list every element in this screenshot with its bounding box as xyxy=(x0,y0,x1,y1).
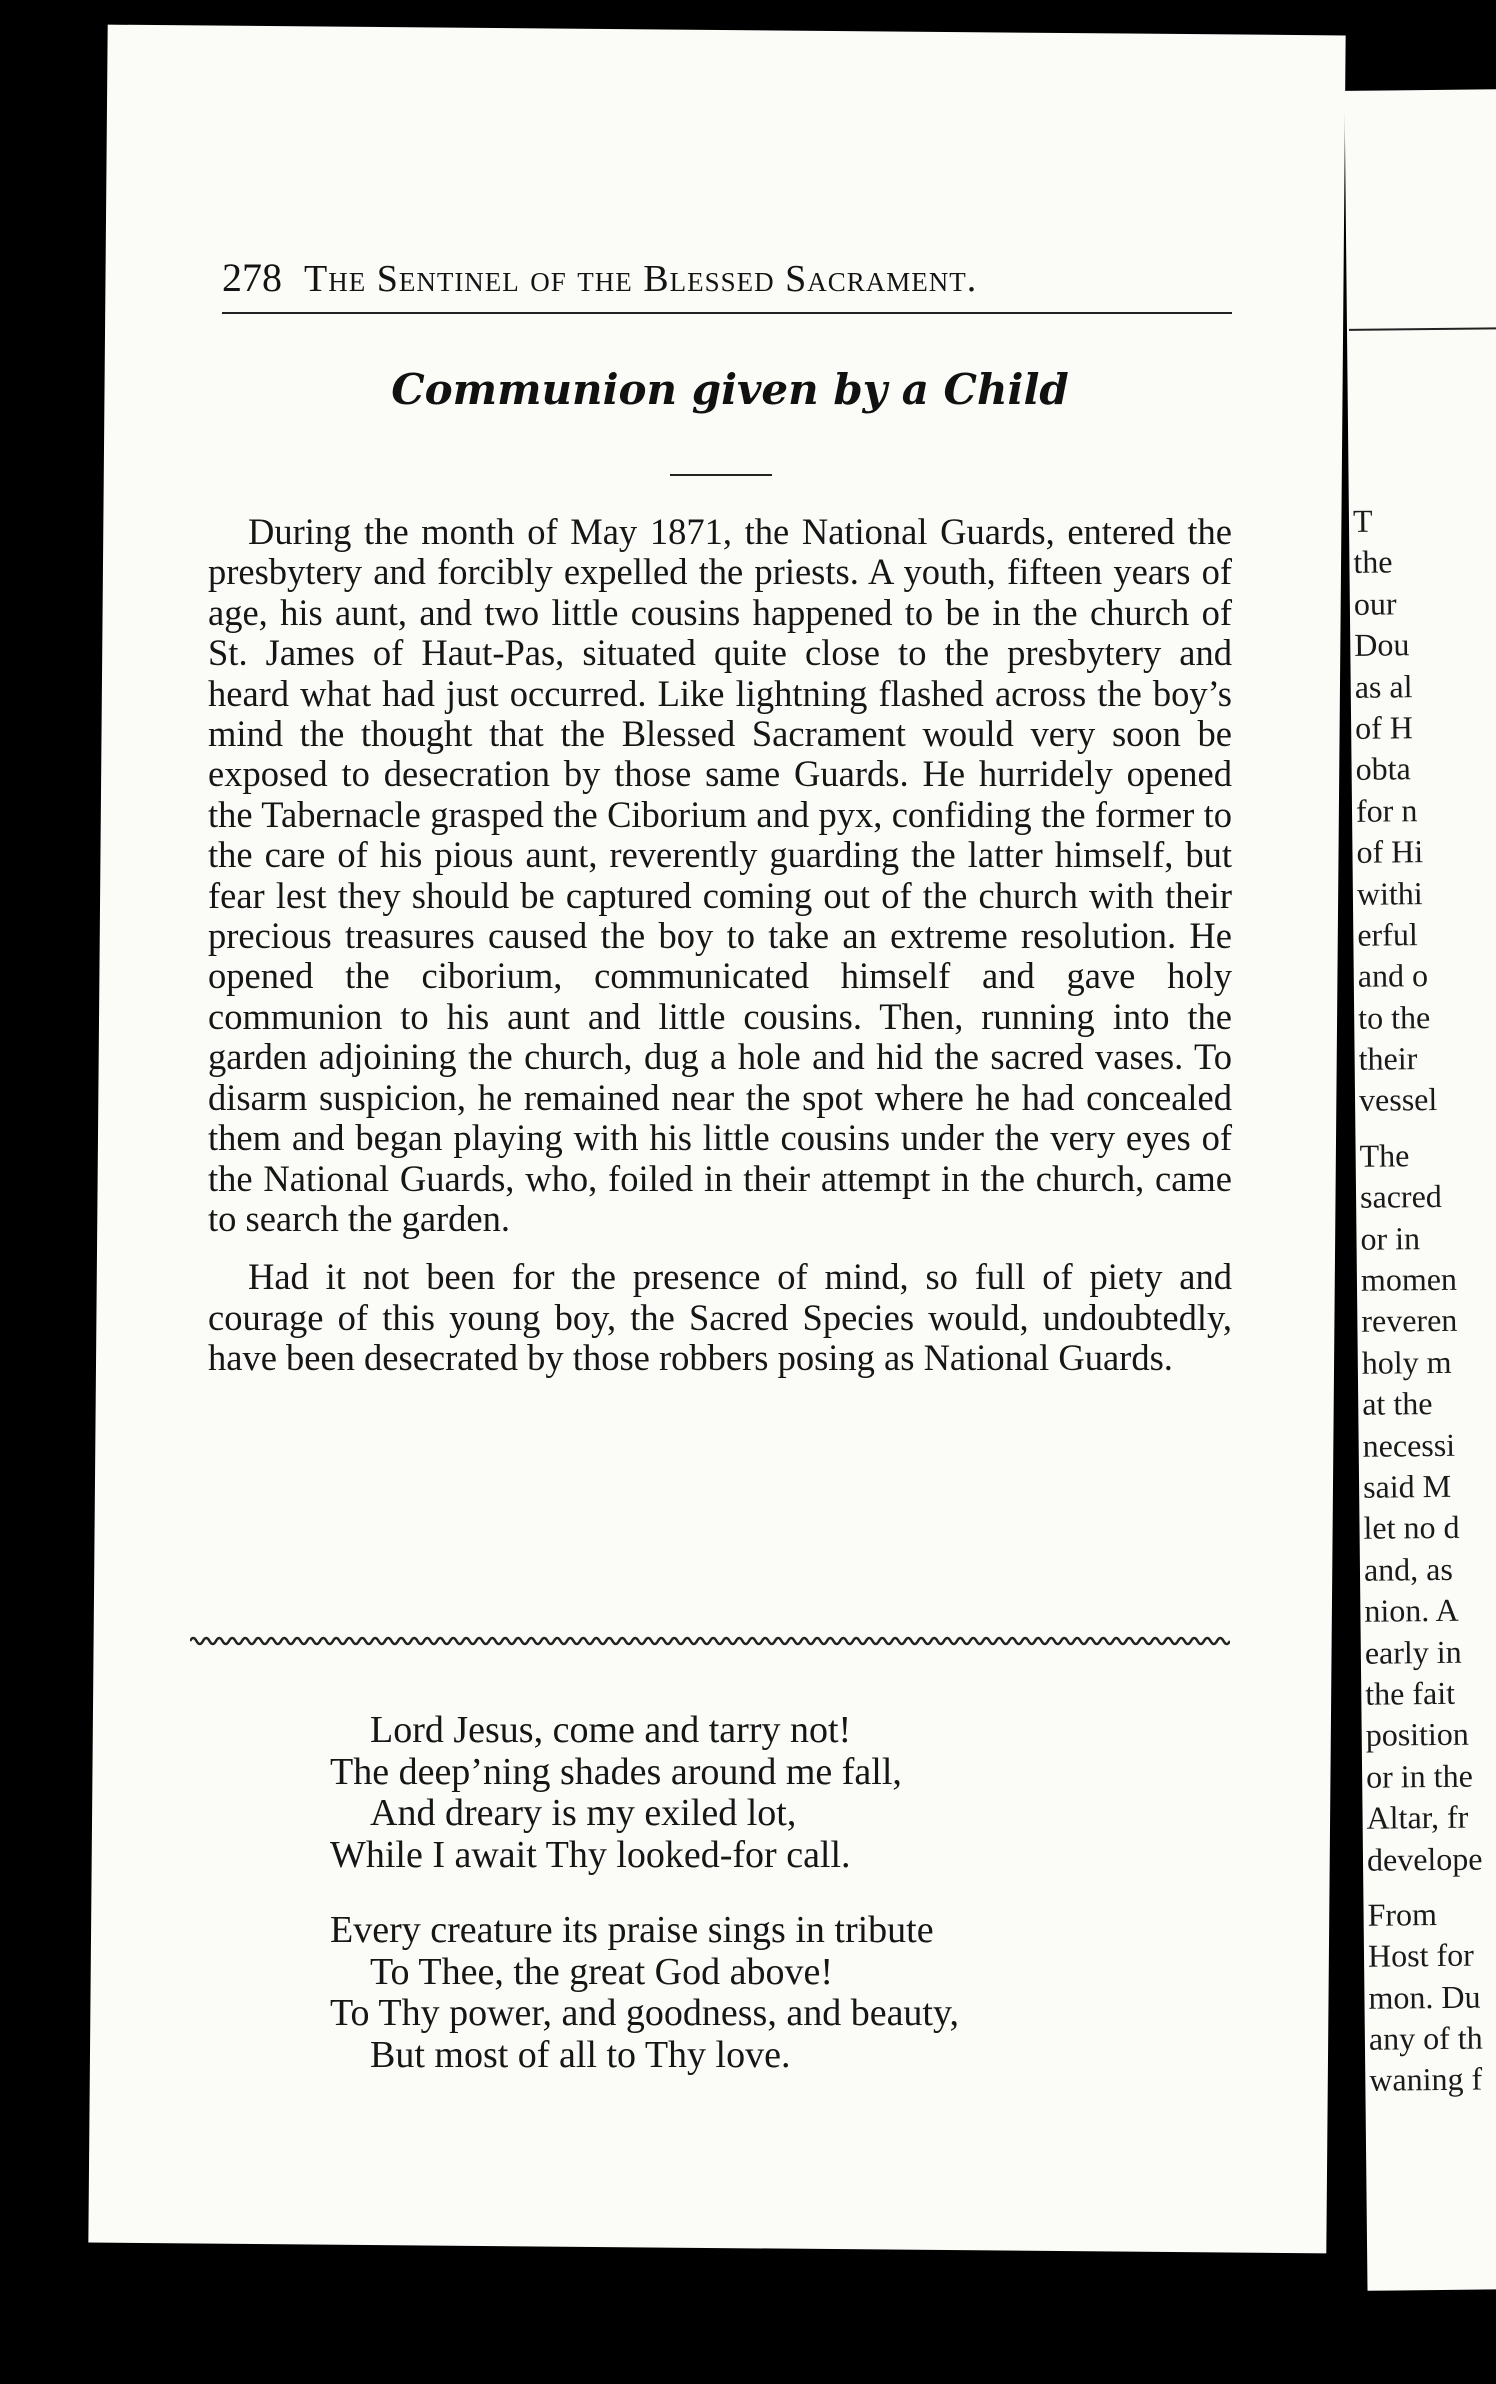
facing-line: of Hi xyxy=(1356,833,1424,870)
header-rule xyxy=(222,312,1232,314)
poem xyxy=(330,1710,1150,2110)
facing-line: erful xyxy=(1357,916,1418,953)
facing-line: holy m xyxy=(1361,1343,1452,1381)
facing-line: to the xyxy=(1358,998,1431,1036)
poem-line: To Thy power, and goodness, and beauty, xyxy=(330,1992,960,2034)
facing-line: position xyxy=(1365,1716,1470,1754)
facing-line: any of th xyxy=(1368,2019,1483,2057)
title-rule xyxy=(670,474,772,476)
paragraph: Had it not been for the presence of mind, so full of piety and courage of this young boy, the Sacred Species would, undoubtedly, have been desecrated by those robbers posing as National Guards. xyxy=(208,1256,1232,1379)
facing-line: early in xyxy=(1364,1633,1462,1671)
facing-line: momen xyxy=(1360,1260,1458,1298)
facing-line: Dou xyxy=(1354,626,1410,663)
facing-line: our xyxy=(1353,585,1397,622)
facing-line: The xyxy=(1359,1137,1410,1174)
facing-line: obta xyxy=(1355,750,1411,788)
facing-line: reveren xyxy=(1361,1302,1458,1340)
stanza xyxy=(330,1710,1150,1876)
facing-line: at the xyxy=(1362,1385,1433,1422)
facing-line: and o xyxy=(1357,957,1429,995)
facing-line: the xyxy=(1353,543,1393,581)
facing-line: the fait xyxy=(1365,1674,1456,1712)
facing-line: nion. A xyxy=(1364,1591,1459,1629)
facing-line: their xyxy=(1358,1040,1418,1077)
facing-line: From xyxy=(1367,1895,1438,1933)
poem-line: To Thee, the great God above! xyxy=(370,1950,834,1993)
poem-line: And dreary is my exiled lot, xyxy=(370,1792,797,1834)
facing-line: said M xyxy=(1362,1467,1452,1505)
poem-line: Lord Jesus, come and tarry not! xyxy=(370,1709,852,1751)
facing-line: and, as xyxy=(1363,1550,1454,1588)
poem-line: Every creature its praise sings in tribute xyxy=(330,1909,934,1951)
facing-line: let no d xyxy=(1363,1509,1460,1547)
facing-line: as al xyxy=(1354,667,1413,705)
facing-line: withi xyxy=(1356,874,1423,912)
facing-line: T xyxy=(1352,502,1373,539)
facing-page-fragment xyxy=(1344,89,1496,2291)
facing-paragraph-gap xyxy=(1359,1120,1496,1136)
facing-line: of H xyxy=(1354,709,1414,746)
facing-line: develope xyxy=(1366,1840,1483,1878)
facing-page-text xyxy=(1353,499,1496,2101)
poem-line: But most of all to Thy love. xyxy=(370,2033,791,2076)
page-number: 278 xyxy=(222,255,282,300)
facing-line: Host for xyxy=(1367,1936,1474,1975)
facing-line: sacred xyxy=(1359,1178,1442,1216)
facing-line: or in xyxy=(1360,1219,1421,1257)
facing-paragraph-gap xyxy=(1367,1879,1496,1895)
facing-line: Altar, fr xyxy=(1366,1798,1469,1836)
facing-line: vessel xyxy=(1358,1081,1438,1119)
facing-line: for n xyxy=(1355,791,1418,829)
facing-line: or in the xyxy=(1365,1757,1473,1795)
article-title: Communion given by a Child xyxy=(391,365,1069,414)
facing-header-rule xyxy=(1349,327,1496,331)
paragraph: During the month of May 1871, the National Guards, entered the presbytery and forcibly expelled the priests. A youth, fifteen years of age, his aunt, and two little cousins happened to be in the church of St. James of Haut-Pas, situated quite close to the presbytery and heard what had just occurred. Like lightning flashed across the boy’s mind the thought that the Blessed Sacrament would very soon be exposed to desecration by those same Guards. He hurridely opened the Tabernacle grasped the Ciborium and pyx, confiding the former to the care of his pious aunt, reverently guarding the latter himself, but fear lest they should be captured coming out of the church with their precious treasures caused the boy to take an extreme resolution. He opened the ciborium, communicated himself and gave holy communion to his aunt and little cousins. Then, running into the garden adjoining the church, dug a hole and hid the sacred vases. To disarm suspicion, he remained near the spot where he had concealed them and began playing with his little cousins under the very eyes of the National Guards, who, foiled in their attempt in the church, came to search the garden. xyxy=(208,511,1232,1239)
stanza xyxy=(330,1910,1150,2076)
running-title: The Sentinel of the Blessed Sacrament. xyxy=(304,258,978,300)
poem-line: While I await Thy looked-for call. xyxy=(330,1833,851,1876)
article-body xyxy=(208,512,1232,1379)
facing-line: waning f xyxy=(1369,2061,1483,2099)
running-header xyxy=(222,254,1232,301)
facing-line: necessi xyxy=(1362,1426,1456,1464)
poem-line: The deep’ning shades around me fall, xyxy=(330,1750,902,1793)
facing-line: mon. Du xyxy=(1368,1978,1481,2016)
wavy-divider xyxy=(190,1632,1230,1650)
